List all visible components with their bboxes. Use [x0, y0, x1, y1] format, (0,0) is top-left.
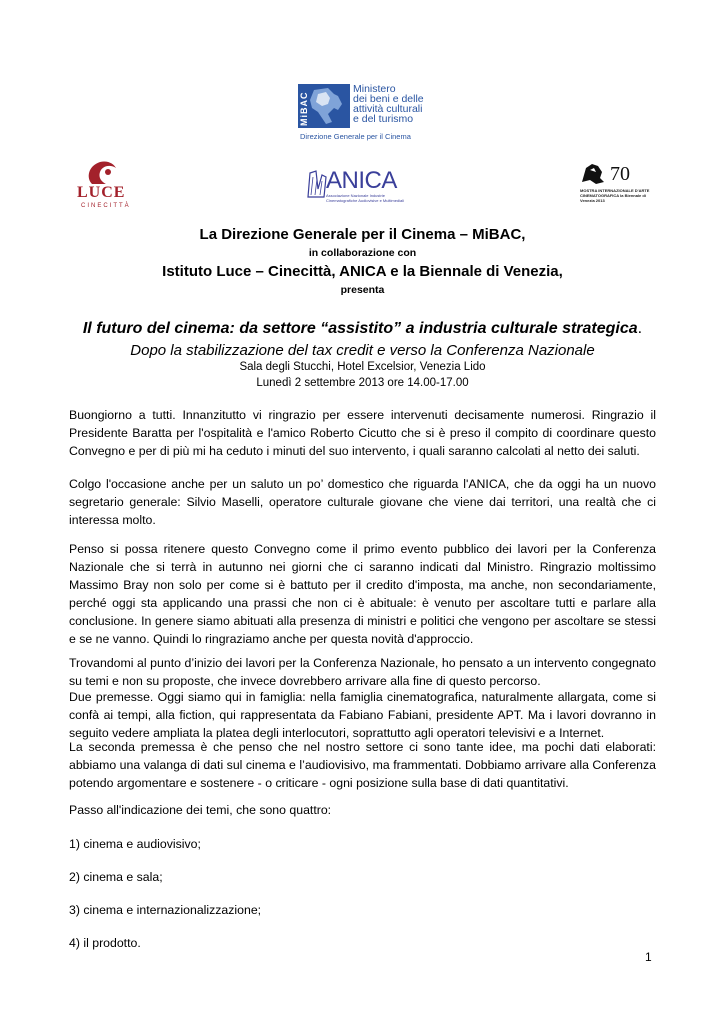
paragraph-1: Buongiorno a tutti. Innanzitutto vi ringrazio per essere intervenuti decisamente numerosi. Ringrazio il Presidente Baratta per l'ospitalità e l'amico Roberto Cicutto che si è preso il compito di coordinare questo Convegno e per di più mi ha ceduto i minuti del suo intervento, i quali saranno calcolati al netto dei saluti. — [69, 408, 656, 458]
heading-line-1: La Direzione Generale per il Cinema – MiBAC, — [199, 226, 526, 243]
biennale-subtitle: MOSTRA INTERNAZIONALE D'ARTE CINEMATOGRAFICA la Biennale di Venezia 2013 — [580, 188, 650, 203]
mibac-logo — [298, 84, 438, 146]
anica-emblem-icon — [306, 169, 328, 199]
mibac-ministry-text: Ministero dei beni e delle attività culturali e del turismo — [353, 83, 424, 125]
event-date: Lunedì 2 settembre 2013 ore 14.00-17.00 — [256, 377, 469, 389]
paragraph-3: Penso si possa ritenere questo Convegno come il primo evento pubblico dei lavori per la Conferenza Nazionale che si terrà in autunno nei giorni che ci saranno indicati dal Ministro. Ringrazio moltissimo Massimo Bray non solo per come si è battuto per il credito d'imposta, ma anche, non secondariamente, perché oggi sta applicando una prassi che non ci è abituale: è venuto per ascoltare tutti e parlare alla conclusione. In genere siamo abituati alla presenza di ministri e politici che vengono per ascoltare se stessi e se ne vanno. Quindi lo ringraziamo anche per questa novità d'approccio. — [69, 542, 656, 646]
luce-wordmark: LUCE — [77, 184, 126, 201]
paragraph-2: Colgo l'occasione anche per un saluto un po’ domestico che riguarda l'ANICA, che da oggi ha un nuovo segretario generale: Silvio Maselli, operatore culturale giovane che viene dai territori, una realtà che ci interessa molto. — [69, 477, 656, 527]
heading-line-3: Istituto Luce – Cinecittà, ANICA e la Biennale di Venezia, — [162, 263, 563, 280]
paragraph-7: Passo all'indicazione dei temi, che sono quattro: — [69, 803, 332, 817]
list-item: 3) cinema e internazionalizzazione; — [69, 903, 262, 917]
biennale-logo — [580, 160, 660, 204]
mibac-emblem — [298, 84, 350, 128]
page-number: 1 — [645, 950, 652, 964]
paragraph-4: Trovandomi al punto d’inizio dei lavori per la Conferenza Nazionale, ho pensato a un intervento congegnato su temi e non su proposte, che invece dovrebbero arrivare alla fine di questo percorso. — [69, 656, 656, 688]
biennale-number: 70 — [610, 163, 630, 185]
biennale-lion-icon — [580, 160, 660, 188]
anica-subtitle: Associazione Nazionale Industrie Cinematografiche Audiovisive e Multimediali — [326, 193, 405, 203]
mibac-subtitle: Direzione Generale per il Cinema — [300, 132, 411, 141]
list-item: 2) cinema e sala; — [69, 870, 163, 884]
list-item: 1) cinema e audiovisivo; — [69, 837, 201, 851]
luce-logo — [74, 158, 132, 210]
heading-line-2: in collaborazione con — [308, 247, 417, 259]
list-item: 4) il prodotto. — [69, 936, 141, 950]
paragraph-5: Due premesse. Oggi siamo qui in famiglia: nella famiglia cinematografica, naturalmente allargata, come si confà ai tempi, alla fiction, qui rappresentata da Fabiano Fabiani, presidente APT. Ma i lavori dovranno in seguito vedere ampliata la platea degli interlocutori, soprattutto agli operatori televisivi e a Internet. — [69, 690, 656, 740]
luce-subtitle: CINECITTÀ — [81, 203, 131, 209]
anica-logo — [306, 165, 406, 209]
document-subtitle: Dopo la stabilizzazione del tax credit e verso la Conferenza Nazionale — [130, 342, 595, 359]
anica-wordmark: ANICA — [326, 167, 397, 194]
document-title: Il futuro del cinema: da settore “assistito” a industria culturale strategica. — [82, 320, 643, 337]
venue: Sala degli Stucchi, Hotel Excelsior, Venezia Lido — [239, 361, 486, 373]
heading-line-4: presenta — [340, 284, 385, 296]
mibac-vertical-text: MiBAC — [299, 91, 309, 126]
paragraph-6: La seconda premessa è che penso che nel nostro settore ci sono tante idee, ma pochi dati elaborati: abbiamo una valanga di dati sul cinema e l’audiovisivo, ma frammentati. Dobbiamo arrivare alla Conferenza potendo argomentare e sostenere - o criticare - ogni posizione sulla base di dati quantitativi. — [69, 740, 656, 790]
